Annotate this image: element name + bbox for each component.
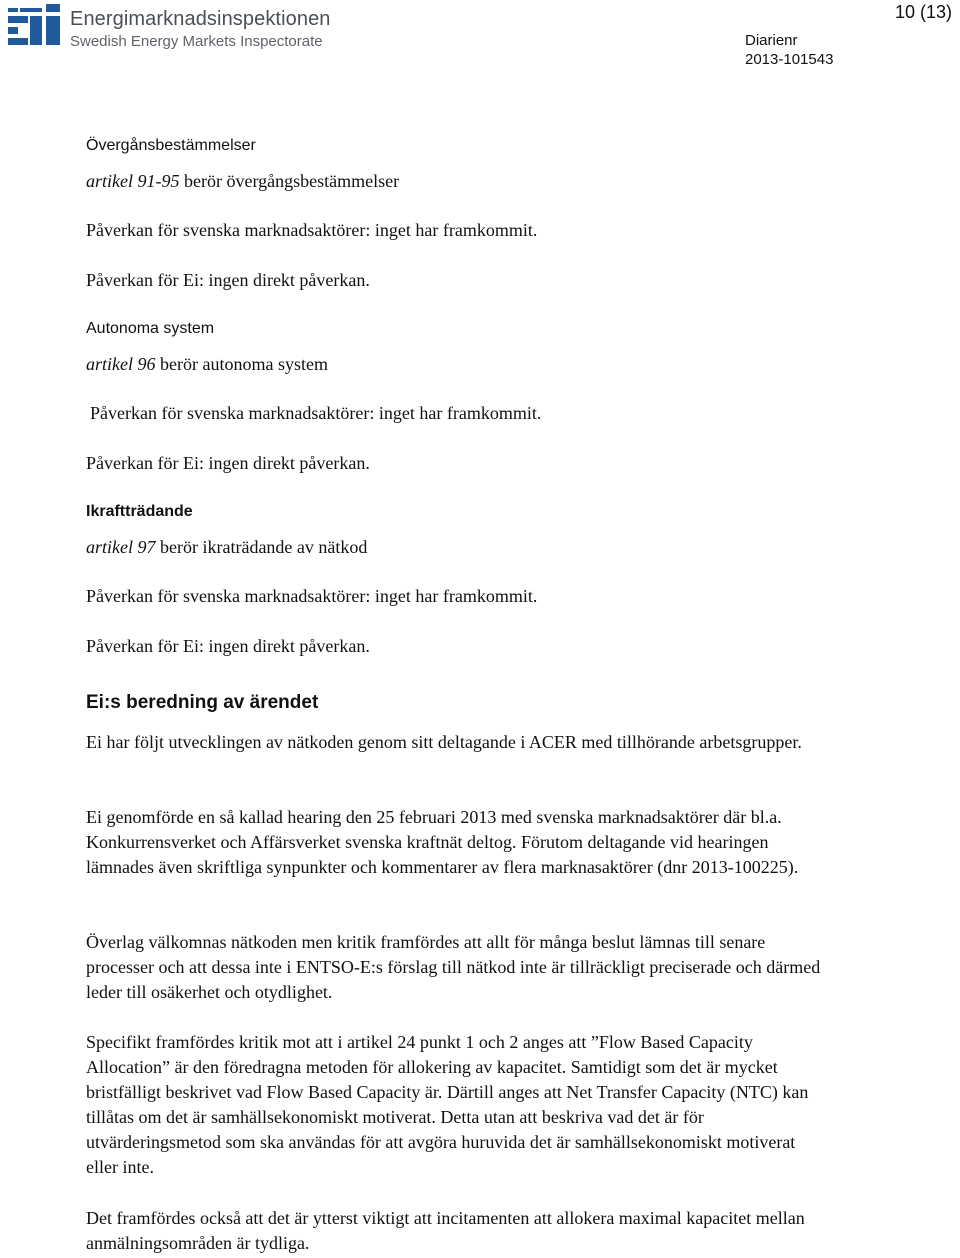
paragraph: Specifikt framfördes kritik mot att i artikel 24 punkt 1 och 2 anges att ”Flow Based Capacity Allocation” är den föredragna metoden för allokering av kapacitet. Samtidigt som det är mycket bristfälligt beskrivet vad Flow Based Capacity är. Därtill anges att Net Transfer Capacity (NTC) kan tillåtas om det är samhällsekonomiskt motiverat. Detta utan att beskriva vad det är för utvärderingsmetod som ska användas för att avgöra huruvida det är samhällsekonomiskt motiverat eller inte. xyxy=(86,1032,809,1177)
impact-actors-overgang: Påverkan för svenska marknadsaktörer: inget har framkommit. xyxy=(86,220,538,240)
heading-ikraft: Ikraftträdande xyxy=(86,503,193,520)
article-ref: artikel 91-95 xyxy=(86,171,180,191)
article-line-ikraft xyxy=(86,535,367,560)
impact-actors-autonoma: Påverkan för svenska marknadsaktörer: inget har framkommit. xyxy=(90,403,542,423)
impact-ei-autonoma: Påverkan för Ei: ingen direkt påverkan. xyxy=(86,453,370,473)
article-text: berör ikraträdande av nätkod xyxy=(155,537,368,557)
article-line-autonoma xyxy=(86,352,328,377)
paragraph: Ei genomförde en så kallad hearing den 25 februari 2013 med svenska marknadsaktörer där bl.a. Konkurrensverket och Affärsverket svenska kraftnät deltog. Förutom deltagande vid hearingen lämnades även skriftliga synpunkter och kommentarer av flera marknasaktörer (dnr 2013-100225). xyxy=(86,807,799,877)
page-number: 10 (13) xyxy=(894,2,952,22)
paragraph: Det framfördes också att det är ytterst viktigt att incitamenten att allokera maximal kapacitet mellan anmälningsområden är tydliga. xyxy=(86,1208,805,1253)
paragraph: Överlag välkomnas nätkoden men kritik framfördes att allt för många beslut lämnas till senare processer och att dessa inte i ENTSO-E:s förslag till nätkod inte är tillräckligt preciserade och därmed leder till osäkerhet och otydlighet. xyxy=(86,932,821,1002)
heading-beredning: Ei:s beredning av ärendet xyxy=(86,692,319,713)
paragraph: Ei har följt utvecklingen av nätkoden genom sitt deltagande i ACER med tillhörande arbetsgrupper. xyxy=(86,732,802,752)
impact-ei-overgang: Påverkan för Ei: ingen direkt påverkan. xyxy=(86,270,370,290)
diarienr xyxy=(745,31,833,69)
ei-logo xyxy=(6,2,62,48)
heading-autonoma: Autonoma system xyxy=(86,320,215,337)
impact-actors-ikraft: Påverkan för svenska marknadsaktörer: inget har framkommit. xyxy=(86,586,538,606)
impact-ei-ikraft: Påverkan för Ei: ingen direkt påverkan. xyxy=(86,636,370,656)
article-ref: artikel 96 xyxy=(86,354,156,374)
diarienr-label: Diarienr xyxy=(745,32,798,49)
org-name-swedish: Energimarknadsinspektionen xyxy=(70,8,331,30)
heading-overgang: Övergånsbestämmelser xyxy=(86,137,256,154)
article-line-overgang xyxy=(86,169,399,194)
org-name-english: Swedish Energy Markets Inspectorate xyxy=(70,33,323,50)
article-ref: artikel 97 xyxy=(86,537,156,557)
organization-name xyxy=(70,8,331,53)
diarienr-value: 2013-101543 xyxy=(745,51,834,68)
article-text: berör autonoma system xyxy=(155,354,328,374)
article-text: berör övergångsbestämmelser xyxy=(179,171,400,191)
